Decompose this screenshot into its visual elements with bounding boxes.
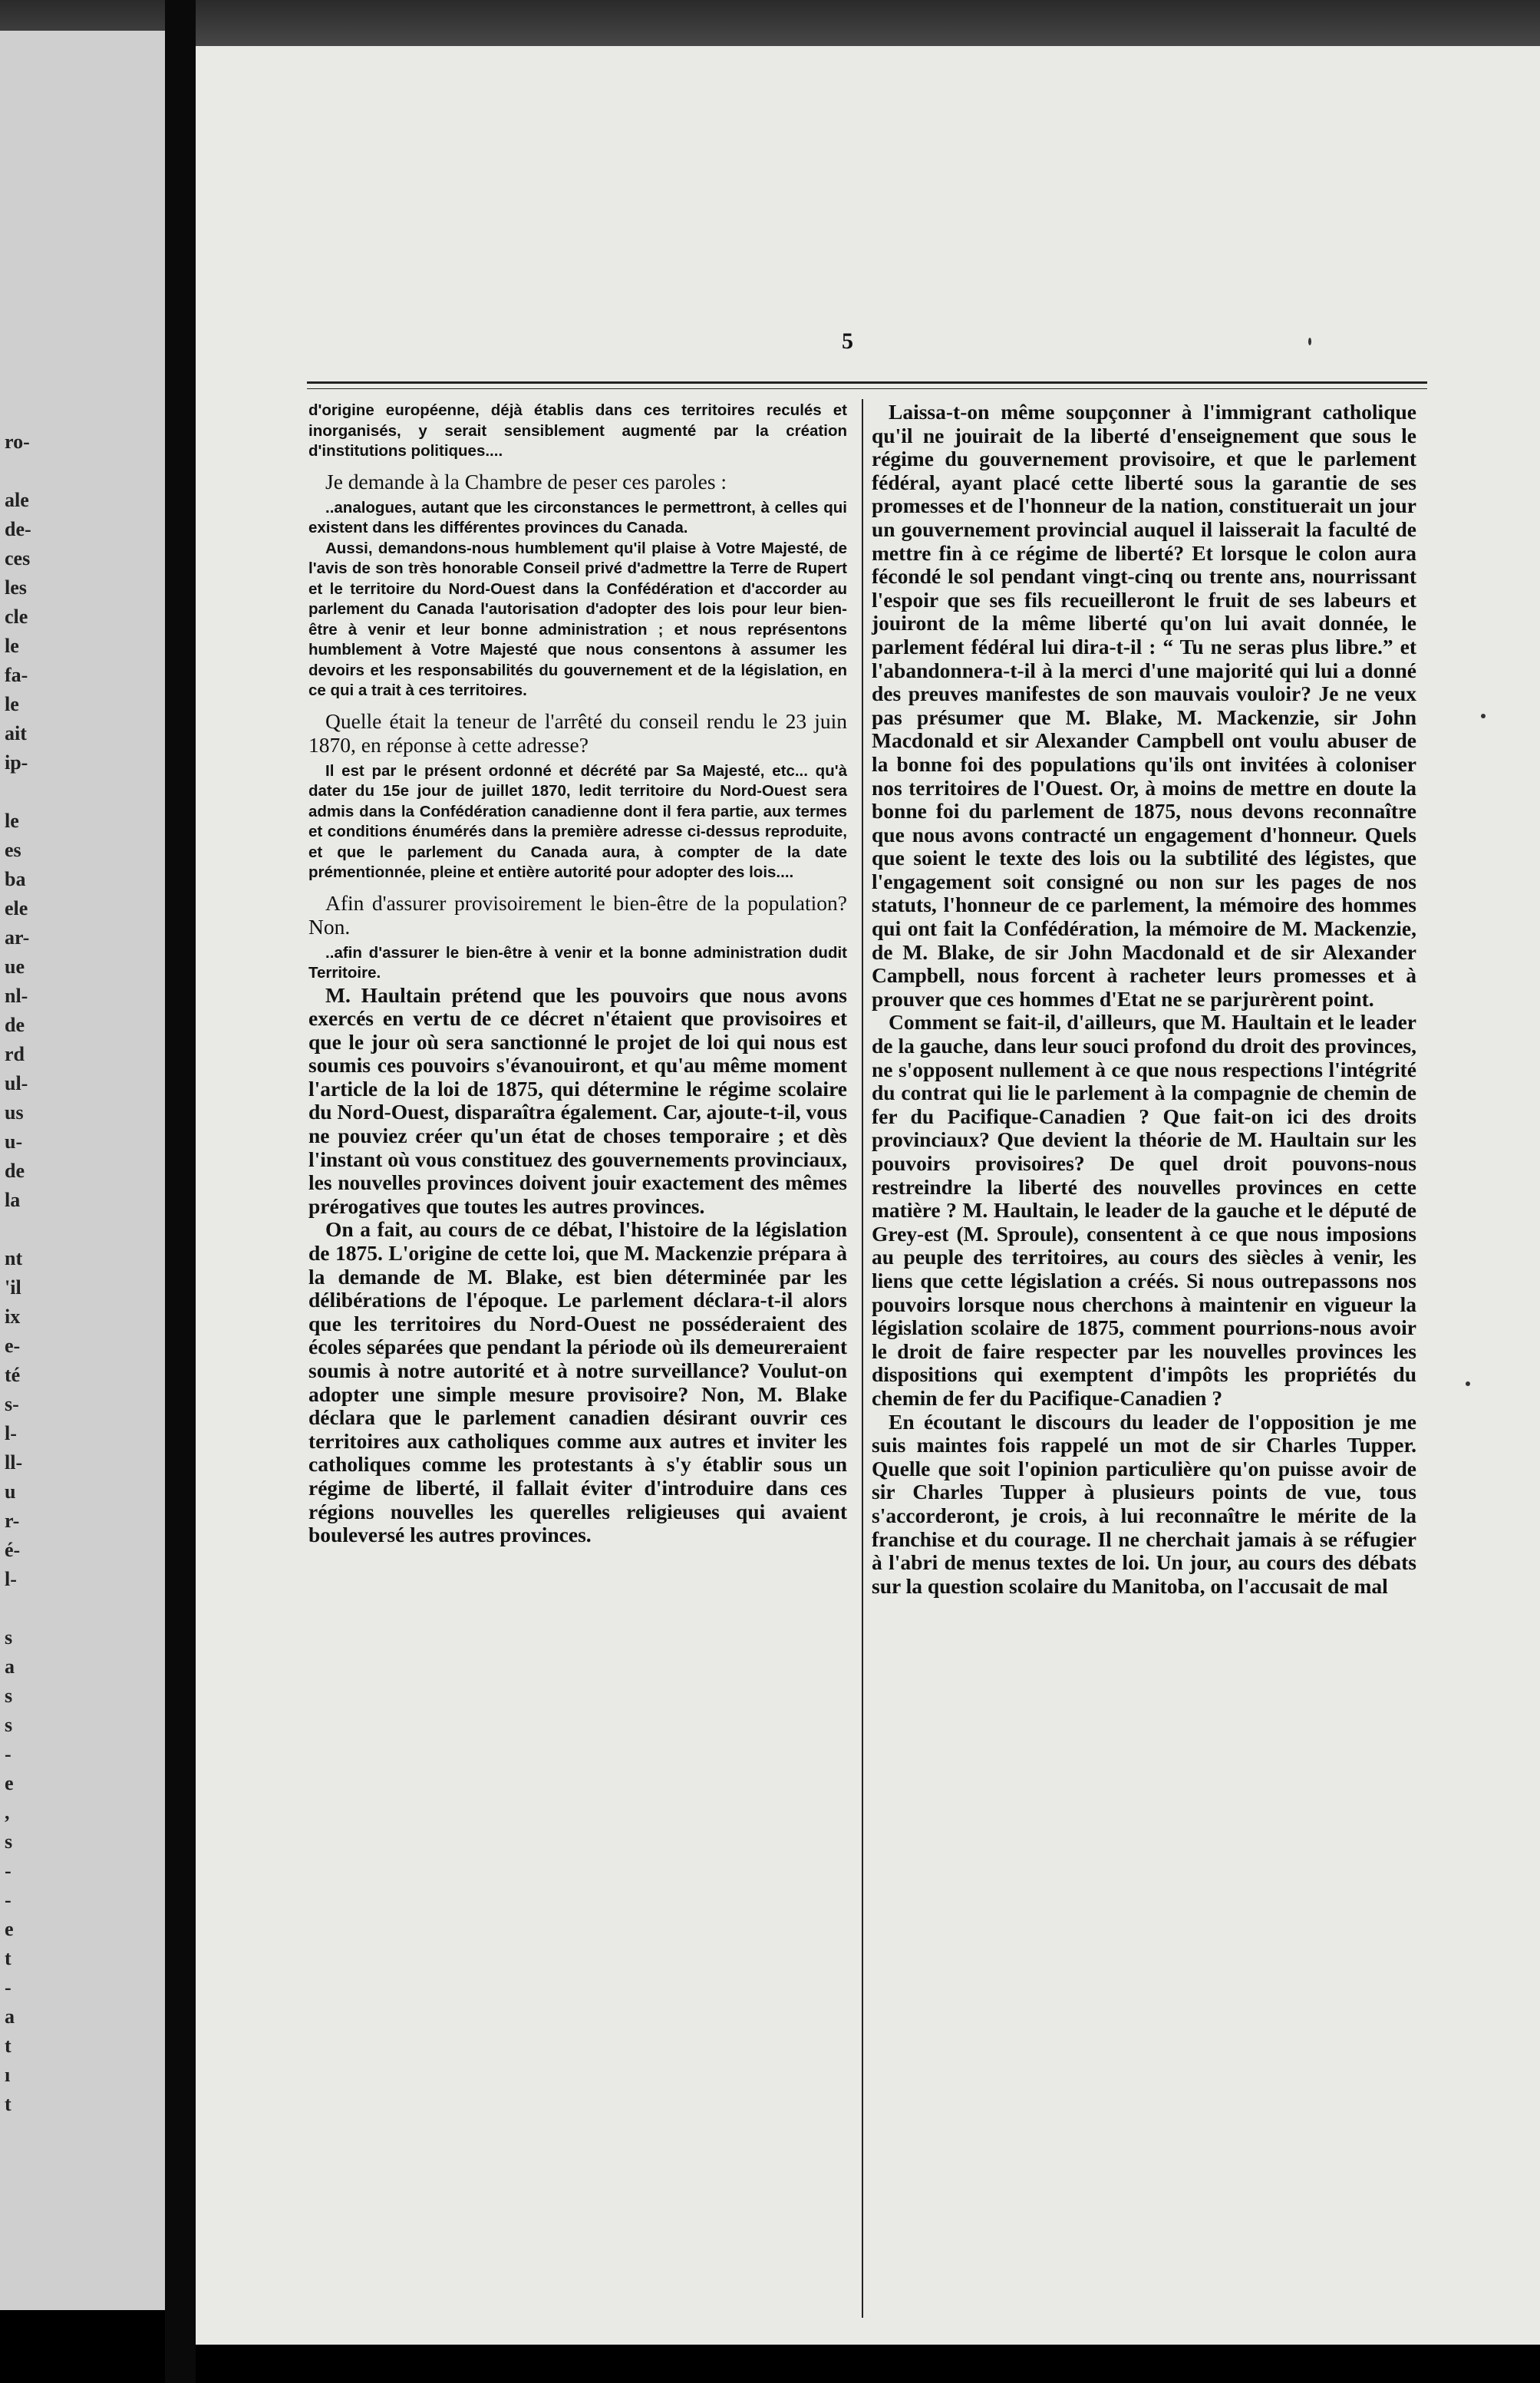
adjacent-page-fragment: té	[5, 1364, 21, 1386]
adjacent-page-fragment: cle	[5, 606, 28, 628]
adjacent-page-fragment: t	[5, 2035, 12, 2057]
quoted-paragraph: Il est par le présent ordonné et décrété par Sa Majesté, etc... qu'à dater du 15e jour de juillet 1870, ledit territoire du Nord-Ouest sera admis dans la Confédération canadienne dont il fera partie, aux termes et conditions énumérés dans la première adresse ci-dessus reproduite, et que le parlement du Canada aura, à compter de la date prémentionnée, pleine et entière autorité pour adopter des lois....	[308, 761, 847, 881]
adjacent-page-fragment: ale	[5, 489, 29, 511]
adjacent-page-fragment: ll-	[5, 1451, 23, 1474]
quoted-paragraph: Aussi, demandons-nous humblement qu'il plaise à Votre Majesté, de l'avis de son très honorable Conseil privé d'admettre la Terre de Rupert et le territoire du Nord-Ouest dans la Confédération et d'accorder au parlement du Canada l'autorisation d'adopter des lois pour leur bien-être à venir et leur bonne administration ; et nous représentons humblement à Votre Majesté que nous consentons à assumer les devoirs et les responsabilités du gouvernement et de la législation, en ce qui a trait à ces territoires.	[308, 539, 847, 699]
adjacent-page-fragment: u	[5, 1480, 16, 1503]
adjacent-page-fragment: s	[5, 1626, 13, 1649]
body-paragraph: Comment se fait-il, d'ailleurs, que M. Haultain et le leader de la gauche, dans leur souci profond du droit des provinces, ne s'opposent nullement à ce que nous respections l'intégrité du contrat qui lie le parlement à la compagnie de chemin de fer du Pacifique-Canadien ? Que fait-on ici des droits provinciaux? Que devient la théorie de M. Haultain sur les pouvoirs provisoires? De quel droit pouvons-nous restreindre la liberté des nouvelles provinces en cette matière ? M. Haultain, le leader de la gauche et le député de Grey-est (M. Sproule), consentent à ce que nous imposions au peuple des territoires, au cours des siècles à venir, les liens que cette législation a créés. Si nous outrepassons nos pouvoirs lorsque nous cherchons à maintenir en vigueur la législation scolaire de 1875, comment pourrions-nous avoir le droit de faire respecter par les nouvelles provinces les dispositions qui exemptent d'impôts les propriétés du chemin de fer du Pacifique-Canadien ?	[872, 1010, 1416, 1410]
adjacent-page-fragment: r-	[5, 1510, 20, 1532]
body-paragraph: En écoutant le discours du leader de l'opposition je me suis maintes fois rappelé un mot de sir Charles Tupper. Quelle que soit l'opinion particulière qu'on puisse avoir de sir Charles Tupper à plusieurs points de vue, tous s'accorderont, je crois, à lui reconnaître le mérite de la franchise et du courage. Il ne cherchait jamais à se réfugier à l'abri de menus textes de loi. Un jour, au cours des débats sur la question scolaire du Manitoba, on l'accusait de mal	[872, 1409, 1416, 1598]
adjacent-page-fragment: t	[5, 1947, 12, 1969]
adjacent-page-fragment: ue	[5, 956, 25, 978]
adjacent-page-fragment: a	[5, 2005, 15, 2028]
adjacent-page-fragment: le	[5, 810, 19, 832]
adjacent-page-fragment: ix	[5, 1305, 21, 1328]
adjacent-page-fragment: -	[5, 1976, 12, 1998]
adjacent-page-fragment: la	[5, 1189, 21, 1211]
adjacent-page-fragment: de	[5, 1014, 25, 1036]
question-paragraph: Quelle était la teneur de l'arrêté du conseil rendu le 23 juin 1870, en réponse à cette adresse?	[308, 708, 847, 757]
page-number: 5	[842, 328, 853, 354]
adjacent-page-fragment: ces	[5, 547, 31, 569]
adjacent-page-fragment: ro-	[5, 431, 30, 453]
adjacent-page-fragment: s-	[5, 1393, 19, 1415]
adjacent-page-fragment: -	[5, 1889, 12, 1911]
adjacent-page-edge	[0, 31, 165, 2310]
adjacent-page-fragment: ele	[5, 897, 28, 919]
adjacent-page-fragment: us	[5, 1101, 24, 1124]
body-paragraph: Laissa-t-on même soupçonner à l'immigrant catholique qu'il ne jouirait de la liberté d'enseignement que sous le régime du gouvernement provisoire, et que le parlement fédéral, ayant placé cette liberté sous la garantie de ses promesses et de l'honneur de la nation, constituerait un jour un gouvernement provincial auquel il laisserait la faculté de mettre fin à ce régime de liberté? Et lorsque le colon aura fécondé le sol pendant vingt-cinq ou trente ans, nourrissant l'espoir que ses fils recueilleront le fruit de ses labeurs et jouiront de la même liberté qu'on lui avait donnée, le parlement fédéral lui dira-t-il : “ Tu ne seras plus libre.” et l'abandonnera-t-il à la merci d'une majorité qui lui a donné des preuves manifestes de son mauvais vouloir? Je ne veux pas présumer que M. Blake, M. Mackenzie, sir John Macdonald et sir Alexander Campbell ont voulu abuser de la bonne foi des populations qu'ils ont invitées à coloniser nos territoires de l'Ouest. Or, à moins de mettre en doute la bonne foi du parlement de 1875, nous devons reconnaître que nous avons contracté un engagement d'honneur. Quels que soient le texte des lois ou la subtilité des légistes, que l'engagement soit consigné ou non sur les pages de nos statuts, l'honneur de ce parlement, la mémoire des hommes qui ont fait la Confédération, la mémoire de M. Mackenzie, de M. Blake, de sir John Macdonald et de sir Alexander Campbell, nous forcent à racheter leurs promesses et à prouver que ces hommes d'Etat ne se parjurèrent point.	[872, 400, 1416, 1011]
quoted-paragraph: ..afin d'assurer le bien-être à venir et la bonne administration dudit Territoire.	[308, 943, 847, 982]
adjacent-page-fragment: de-	[5, 518, 31, 540]
adjacent-page-fragment: -	[5, 1743, 12, 1765]
adjacent-page-fragment: les	[5, 576, 27, 599]
adjacent-page-fragment: ,	[5, 1801, 10, 1824]
adjacent-page-fragment: ba	[5, 868, 26, 890]
adjacent-page-fragment: e	[5, 1918, 14, 1940]
adjacent-page-fragment: l-	[5, 1422, 17, 1444]
adjacent-page-fragment: e	[5, 1772, 14, 1794]
question-paragraph: Afin d'assurer provisoirement le bien-être de la population? Non.	[308, 890, 847, 939]
adjacent-page-fragment: s	[5, 1685, 13, 1707]
column-separator	[862, 399, 863, 2318]
adjacent-page-fragment: é-	[5, 1539, 21, 1561]
adjacent-page-fragment: ar-	[5, 926, 30, 949]
adjacent-page-fragment: s	[5, 1830, 13, 1853]
adjacent-page-fragment: a	[5, 1655, 15, 1678]
adjacent-page-fragment: ip-	[5, 751, 28, 774]
quoted-paragraph: d'origine européenne, déjà établis dans ces territoires reculés et inorganisés, y serait sensiblement augmenté par la création d'institutions politiques....	[308, 401, 847, 460]
adjacent-page-fragment: t	[5, 2093, 12, 2115]
body-paragraph: On a fait, au cours de ce débat, l'histoire de la législation de 1875. L'origine de cette loi, que M. Mackenzie prépara à la demande de M. Blake, est bien déterminée par les délibérations de l'époque. Le parlement déclara-t-il alors que les territoires du Nord-Ouest ne posséderaient des écoles séparées que pendant la période où ils demeureraient soumis à notre autorité et à notre surveillance? Voulut-on adopter une simple mesure provisoire? Non, M. Blake déclara que le parlement canadien désirant ouvrir ces territoires aux catholiques comme aux autres et inviter les catholiques comme les protestants à s'y établir sous un régime de liberté, il fallait éviter d'introduire dans ces régions nouvelles les querelles religieuses qui avaient bouleversé les autres provinces.	[308, 1217, 847, 1547]
adjacent-page-fragment: u-	[5, 1130, 23, 1153]
film-speck	[1308, 338, 1311, 345]
adjacent-page-fragment: ul-	[5, 1072, 28, 1094]
adjacent-page-fragment: 'il	[5, 1276, 21, 1299]
adjacent-page-fragment: -	[5, 1860, 12, 1882]
adjacent-page-fragment: s	[5, 1714, 13, 1736]
header-rule	[307, 381, 1427, 389]
quoted-paragraph: ..analogues, autant que les circonstances le permettront, à celles qui existent dans les différentes provinces du Canada.	[308, 498, 847, 536]
question-paragraph: Je demande à la Chambre de peser ces paroles :	[325, 469, 727, 493]
right-column	[872, 401, 1416, 1598]
film-speck	[1466, 1381, 1470, 1386]
adjacent-page-fragment: ı	[5, 2064, 11, 2086]
adjacent-page-fragment: nt	[5, 1247, 23, 1269]
adjacent-page-fragment: ait	[5, 722, 27, 744]
adjacent-page-fragment: nl-	[5, 985, 28, 1007]
page-gutter	[165, 0, 196, 2383]
adjacent-page-fragment: de	[5, 1160, 25, 1182]
adjacent-page-fragment: fa-	[5, 664, 28, 686]
adjacent-page-fragment: e-	[5, 1335, 21, 1357]
adjacent-page-fragment: le	[5, 635, 19, 657]
adjacent-page-fragment: le	[5, 693, 19, 715]
adjacent-page-fragment: es	[5, 839, 21, 861]
adjacent-page-fragment: rd	[5, 1043, 25, 1065]
body-paragraph: M. Haultain prétend que les pouvoirs que nous avons exercés en vertu de ce décret n'étaient que provisoires et que le jour où sera sanctionné le projet de loi qui nous est soumis ces pouvoirs s'évanouiront, et qu'au même moment l'article de la loi de 1875, qui détermine le régime scolaire du Nord-Ouest, disparaîtra également. Car, ajoute-t-il, vous ne pouviez créer qu'un état de choses temporaire ; et dès l'instant où vous constituez des gouvernements provinciaux, les nouvelles provinces doivent jouir exactement des mêmes prérogatives que toutes les autres provinces.	[308, 982, 847, 1218]
film-speck	[1481, 714, 1486, 718]
left-column	[308, 401, 847, 1547]
adjacent-page-fragment: l-	[5, 1568, 17, 1590]
